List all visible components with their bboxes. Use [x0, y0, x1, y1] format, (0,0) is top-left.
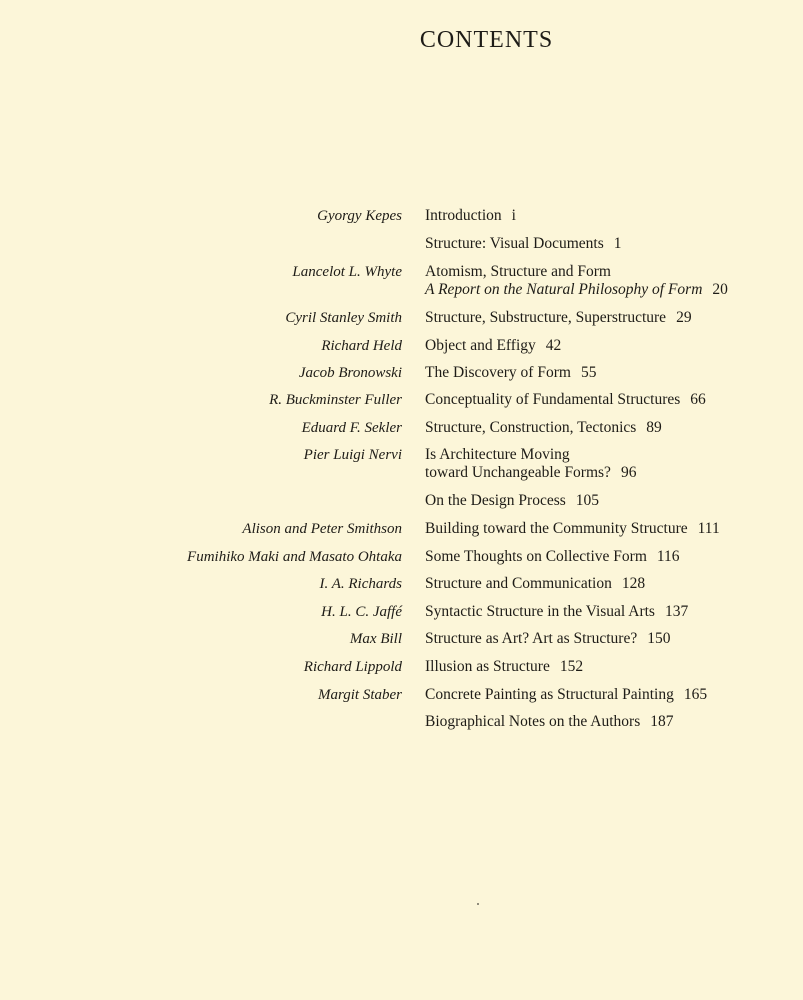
page-title: CONTENTS	[419, 27, 554, 53]
entry-title: Some Thoughts on Collective Form	[425, 548, 647, 565]
entry-title-continued: toward Unchangeable Forms?	[425, 464, 611, 481]
entry-page-number: 96	[620, 464, 637, 481]
entry-title: Conceptuality of Fundamental Structures	[425, 391, 681, 408]
entry-page-number: 29	[676, 309, 692, 326]
entry-title: Structure and Communication	[425, 575, 612, 592]
entry-author: Alison and Peter Smithson	[242, 521, 402, 537]
entry-title: Atomism, Structure and Form	[425, 263, 611, 280]
entry-page-number: 105	[575, 492, 600, 509]
entry-page-number: 187	[650, 713, 674, 730]
entry-author: Gyorgy Kepes	[317, 208, 402, 224]
entry-page-number: 150	[647, 630, 671, 647]
entry-author: Cyril Stanley Smith	[285, 310, 402, 326]
entry-author: Jacob Bronowski	[298, 365, 402, 381]
entry-subtitle: A Report on the Natural Philosophy of Form	[425, 281, 703, 298]
entry-author: Pier Luigi Nervi	[303, 447, 402, 463]
entry-author: R. Buckminster Fuller	[269, 392, 402, 408]
entry-page-number: 128	[621, 575, 646, 592]
entry-page-number: 1	[613, 235, 622, 252]
entry-author: Eduard F. Sekler	[301, 420, 402, 436]
entry-title: Illusion as Structure	[425, 658, 550, 675]
entry-author: Richard Held	[321, 338, 402, 354]
entry-author: H. L. C. Jaffé	[321, 604, 402, 620]
entry-page-number: 116	[656, 548, 680, 565]
entry-title: Biographical Notes on the Authors	[425, 713, 641, 730]
entry-author: Max Bill	[349, 631, 402, 647]
entry-page-number: 42	[545, 337, 562, 354]
entry-title: Syntactic Structure in the Visual Arts	[425, 603, 655, 620]
entry-page-number: 89	[646, 419, 662, 436]
entry-page-number: i	[511, 207, 516, 224]
entry-page-number: 55	[580, 364, 597, 381]
entry-page-number: 137	[664, 603, 689, 620]
paper-speck	[477, 903, 479, 905]
entry-author: Margit Staber	[317, 687, 402, 703]
entry-title: Structure, Substructure, Superstructure	[425, 309, 667, 326]
entry-title: On the Design Process	[425, 492, 566, 509]
entry-title: The Discovery of Form	[425, 364, 571, 381]
entry-title: Introduction	[425, 207, 502, 224]
entry-title: Building toward the Community Structure	[425, 520, 688, 537]
entry-page-number: 152	[559, 658, 584, 675]
entry-page-number: 20	[712, 281, 728, 298]
entry-title: Concrete Painting as Structural Painting	[425, 686, 674, 703]
entry-author: I. A. Richards	[319, 576, 402, 592]
entry-title: Is Architecture Moving	[425, 446, 570, 463]
entry-author: Fumihiko Maki and Masato Ohtaka	[187, 549, 402, 565]
entry-title: Structure: Visual Documents	[425, 235, 604, 252]
entry-author: Richard Lippold	[303, 659, 402, 675]
entry-page-number: 66	[690, 391, 706, 408]
entry-title: Structure, Construction, Tectonics	[425, 419, 637, 436]
entry-page-number: 111	[697, 520, 720, 537]
entry-title: Object and Effigy	[425, 337, 536, 354]
entry-author: Lancelot L. Whyte	[292, 264, 402, 280]
entry-page-number: 165	[683, 686, 708, 703]
entry-title: Structure as Art? Art as Structure?	[425, 630, 638, 647]
